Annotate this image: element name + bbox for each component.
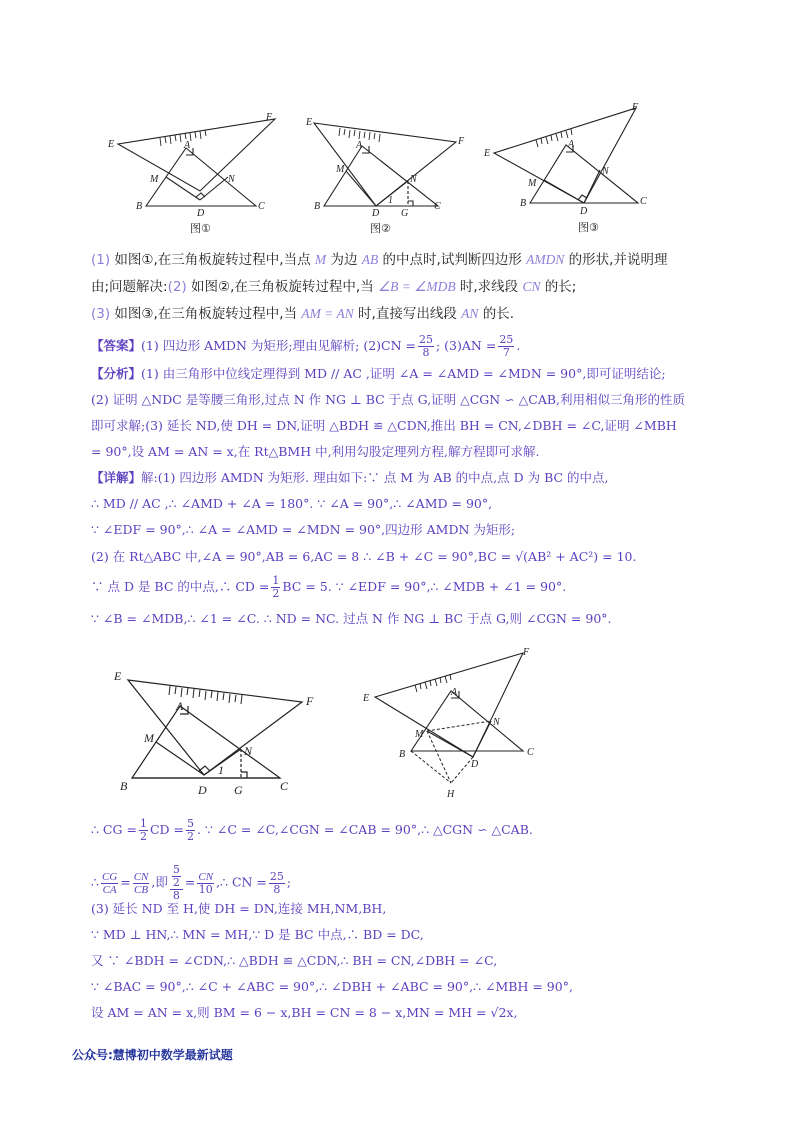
analysis-line-3 [91, 417, 677, 435]
figure-1-svg [100, 108, 280, 240]
analysis-text-2: (2) 证明 △NDC 是等腰三角形,过点 N 作 NG ⊥ BC 于点 G,证明 △CGN ∽ △CAB,利用相似三角形的性质 [91, 392, 686, 407]
q1-text-e: 的中点时,试判断四边形 [378, 252, 527, 268]
fig4-label-b: B [120, 779, 128, 793]
detail-line-11 [91, 952, 497, 970]
fig3-label-b: B [520, 198, 527, 209]
detail-text-12: ∵ ∠BAC = 90°,∴ ∠C + ∠ABC = 90°,∴ ∠DBH + ∠ABC = 90°,∴ ∠MBH = 90°, [91, 979, 573, 994]
fig2-caption: 图② [370, 222, 391, 235]
fig4-label-c: C [280, 779, 289, 793]
detail-text-8c: ,即 [151, 874, 168, 890]
detail-text-5b: BC = 5. ∵ ∠EDF = 90°,∴ ∠MDB + ∠1 = 90°. [282, 579, 567, 594]
frac-cg-ca [101, 871, 118, 896]
fig2-label-n: N [410, 174, 417, 185]
frac-inner [171, 864, 182, 889]
question-3 [91, 305, 514, 323]
analysis-line-1 [91, 365, 666, 383]
fig4-label-g: G [234, 783, 243, 797]
figure-5 [355, 645, 555, 805]
detail-line-1 [91, 469, 609, 487]
fig5-label-e: E [363, 693, 370, 704]
frac-den: 10 [198, 882, 213, 896]
detail-text-7c: . ∵ ∠C = ∠C,∠CGN = ∠CAB = 90°,∴ △CGN ∽ △CAB. [196, 822, 533, 837]
answer-part1: (1) 四边形 AMDN 为矩形;理由见解析; [141, 338, 360, 353]
figure-2 [300, 108, 480, 240]
fig4-label-e: E [114, 669, 122, 683]
frac-den: 8 [422, 346, 430, 359]
detail-text-2: ∴ MD // AC ,∴ ∠AMD + ∠A = 180°. ∵ ∠A = 90°,∴ ∠AMD = 90°, [91, 496, 493, 511]
figure-4 [110, 660, 330, 800]
detail-tag: 【详解】 [91, 470, 142, 485]
frac-five-halves [186, 818, 195, 843]
q2-number: (2) [167, 279, 187, 295]
answer-part2: (2)CN = [359, 338, 416, 353]
answer-line [91, 334, 520, 359]
frac-den: 7 [502, 346, 510, 359]
answer-end: . [516, 338, 521, 353]
q3-text-e: 的长. [478, 306, 514, 322]
detail-text-13: 设 AM = AN = x,则 BM = 6 − x,BH = CN = 8 − x,MN = MH = √2x, [91, 1005, 518, 1020]
fig4-label-n: N [244, 744, 253, 758]
fig1-label-e: E [108, 139, 115, 150]
answer-fraction-an [498, 334, 514, 359]
fig2-label-e: E [306, 117, 313, 128]
fig2-label-m: M [336, 164, 345, 175]
detail-line-3 [91, 521, 515, 539]
fig1-label-b: B [136, 201, 143, 212]
frac-den: CA [102, 883, 117, 896]
detail-line-7 [91, 818, 533, 843]
frac-den: 8 [273, 882, 281, 896]
q3-condition: AM = AN [301, 306, 354, 321]
figure-4-svg [110, 660, 330, 800]
q2-text-e: 的长; [540, 279, 577, 295]
fig5-label-f: F [523, 647, 530, 658]
detail-text-5a: ∵ 点 D 是 BC 的中点,∴ CD = [91, 579, 270, 594]
detail-text-11: 又 ∵ ∠BDH = ∠CDN,∴ △BDH ≌ △CDN,∴ BH = CN,∠DBH = ∠C, [91, 953, 498, 968]
fig5-label-m: M [415, 729, 424, 740]
analysis-text-3: 即可求解;(3) 延长 ND,使 DH = DN,证明 △BDH ≌ △CDN,推出 BH = CN,∠DBH = ∠C,证明 ∠MBH [91, 418, 677, 433]
fig2-label-a: A [356, 140, 363, 151]
fig5-label-d: D [471, 759, 479, 770]
fig2-label-angle1: 1 [388, 195, 393, 206]
frac-den: 2 [186, 830, 194, 843]
frac-num: CN [133, 870, 149, 883]
frac-num: 25 [269, 869, 284, 883]
detail-text-4: (2) 在 Rt△ABC 中,∠A = 90°,AB = 6,AC = 8 ∴ ∠B + ∠C = 90°,BC = √(AB² + AC²) = 10. [91, 549, 637, 564]
q1-side-ab: AB [361, 252, 379, 267]
figure-2-svg [300, 108, 480, 240]
detail-line-12 [91, 978, 573, 996]
q2-text-a: 如图②,在三角板旋转过程中,当 [186, 279, 379, 295]
detail-text-6: ∵ ∠B = ∠MDB,∴ ∠1 = ∠C. ∴ ND = NC. 过点 N 作 NG ⊥ BC 于点 G,则 ∠CGN = 90°. [91, 611, 612, 626]
frac-den: 2 [139, 830, 147, 843]
analysis-line-4 [91, 443, 540, 461]
frac-cn-cb [133, 871, 150, 896]
detail-line-5 [91, 575, 566, 600]
detail-text-3: ∵ ∠EDF = 90°,∴ ∠A = ∠AMD = ∠MDN = 90°,四边形 AMDN 为矩形; [91, 522, 516, 537]
fig1-label-d: D [197, 208, 205, 219]
fig5-label-b: B [399, 749, 406, 760]
frac-num: 25 [419, 333, 433, 346]
detail-line-4 [91, 548, 636, 566]
fig4-label-m: M [144, 731, 154, 745]
fig3-caption: 图③ [578, 221, 599, 234]
fig2-label-b: B [314, 201, 321, 212]
detail-line-2 [91, 495, 492, 513]
detail-text-7a: ∴ CG = [91, 822, 137, 837]
figure-3 [480, 100, 660, 240]
detail-text-8f: ; [286, 874, 292, 890]
fig3-label-f: F [632, 102, 639, 113]
fig4-label-f: F [306, 694, 314, 708]
fig5-label-n: N [493, 717, 500, 728]
fig2-label-g: G [401, 208, 409, 219]
frac-den: 2 [172, 876, 180, 889]
analysis-tag: 【分析】 [91, 366, 142, 381]
q3-text-a: 如图③,在三角板旋转过程中,当 [110, 306, 302, 322]
fig3-label-c: C [640, 196, 647, 207]
detail-line-8 [91, 864, 291, 902]
q2-segment: CN [522, 279, 541, 294]
frac-25-8 [269, 871, 285, 896]
q1-text-c: 为边 [326, 252, 362, 268]
fig1-label-m: M [150, 174, 159, 185]
q3-number: (3) [91, 306, 111, 322]
detail-text-8a: ∴ [91, 874, 99, 890]
answer-part3: ; (3)AN = [436, 338, 497, 353]
fig3-label-m: M [528, 178, 537, 189]
detail-text-1: 解:(1) 四边形 AMDN 为矩形. 理由如下:∵ 点 M 为 AB 的中点,点 D 为 BC 的中点, [141, 470, 609, 485]
fig5-label-a: A [451, 687, 458, 698]
analysis-line-2 [91, 391, 685, 409]
detail-fraction-half [271, 575, 280, 600]
fig4-label-d: D [198, 783, 207, 797]
detail-text-8b: = [120, 874, 131, 890]
frac-compound-num [170, 864, 183, 890]
fig2-label-d: D [372, 208, 380, 219]
q1-quad: AMDN [526, 252, 565, 267]
fig4-label-angle1: 1 [218, 763, 224, 777]
q2-text-c: 时,求线段 [455, 279, 523, 295]
fig1-label-n: N [228, 174, 235, 185]
question-1 [91, 251, 667, 269]
fig1-label-f: F [266, 112, 273, 123]
fig3-label-e: E [484, 148, 491, 159]
frac-num: 1 [139, 817, 147, 830]
q1-text-a: 如图①,在三角板旋转过程中,当点 [110, 252, 315, 268]
frac-num: 5 [172, 863, 180, 876]
fig3-label-d: D [580, 206, 588, 217]
answer-fraction-cn [418, 334, 434, 359]
frac-num: CG [101, 870, 118, 883]
figure-5-svg [355, 645, 555, 805]
footer-wechat: 公众号:慧博初中数学最新试题 [72, 1048, 233, 1062]
analysis-text-4: = 90°,设 AM = AN = x,在 Rt△BMH 中,利用勾股定理列方程,解方程即可求解. [91, 444, 540, 459]
fig5-label-c: C [527, 747, 534, 758]
fig3-label-n: N [602, 166, 609, 177]
q1-line2: 由;问题解决: [91, 279, 168, 295]
figure-3-svg [480, 100, 660, 240]
frac-den: CB [134, 883, 149, 896]
frac-den: 2 [272, 587, 280, 600]
detail-text-9: (3) 延长 ND 至 H,使 DH = DN,连接 MH,NM,BH, [91, 901, 387, 916]
analysis-text-1: (1) 由三角形中位线定理得到 MD // AC ,证明 ∠A = ∠AMD = ∠MDN = 90°,即可证明结论; [141, 366, 666, 381]
fig4-label-a: A [176, 699, 184, 713]
frac-num: 5 [186, 817, 194, 830]
fig2-label-c: C [434, 201, 441, 212]
q3-segment: AN [461, 306, 479, 321]
fig1-label-a: A [184, 140, 191, 151]
detail-text-8e: ,∴ CN = [216, 874, 267, 890]
fig1-caption: 图① [190, 222, 211, 235]
detail-line-9 [91, 900, 386, 918]
q1-number: (1) [91, 252, 111, 268]
detail-line-10 [91, 926, 424, 944]
frac-num: 1 [272, 574, 280, 587]
fig2-label-f: F [458, 136, 465, 147]
fig1-label-c: C [258, 201, 265, 212]
question-2 [91, 278, 576, 296]
frac-num: 25 [499, 333, 514, 346]
frac-den: 8 [172, 889, 180, 902]
detail-line-13 [91, 1004, 517, 1022]
q2-condition: ∠B = ∠MDB [378, 279, 456, 294]
frac-num: CN [198, 870, 214, 883]
fig5-label-h: H [447, 789, 455, 800]
frac-compound [170, 864, 183, 902]
detail-text-7b: CD = [149, 822, 184, 837]
frac-half-2 [139, 818, 148, 843]
q3-text-c: 时,直接写出线段 [353, 306, 462, 322]
detail-text-8d: = [184, 874, 196, 890]
fig3-label-a: A [568, 139, 575, 150]
answer-tag: 【答案】 [91, 338, 142, 353]
detail-text-10: ∵ MD ⊥ HN,∴ MN = MH,∵ D 是 BC 中点,∴ BD = DC, [91, 927, 424, 942]
detail-line-6 [91, 610, 612, 628]
q1-text-g: 的形状,并说明理 [564, 252, 668, 268]
frac-cn-10 [197, 871, 214, 896]
q1-point-m: M [314, 252, 327, 267]
figure-1 [100, 108, 280, 240]
